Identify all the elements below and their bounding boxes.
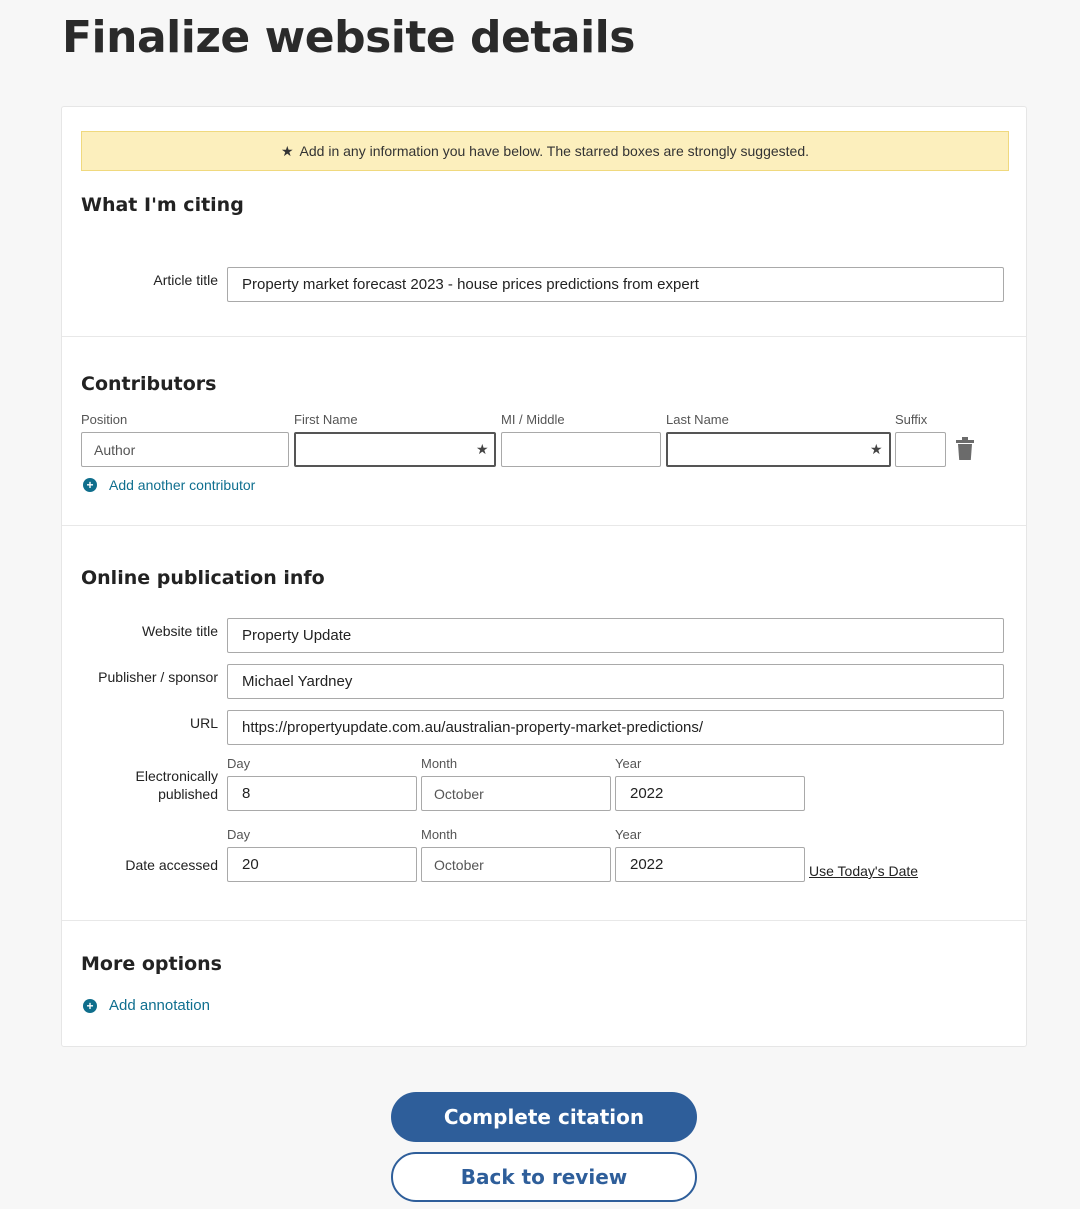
add-annotation-label: Add annotation (109, 997, 210, 1014)
published-year-header: Year (615, 756, 642, 771)
suffix-input[interactable] (895, 432, 946, 467)
use-todays-date-link[interactable]: Use Today's Date (809, 863, 919, 879)
back-to-review-button[interactable]: Back to review (391, 1152, 697, 1202)
section-divider (62, 920, 1026, 921)
article-title-input[interactable] (227, 267, 1004, 302)
first-name-header: First Name (294, 412, 358, 427)
first-name-input[interactable] (294, 432, 496, 467)
position-header: Position (81, 412, 128, 427)
section-divider (62, 336, 1026, 337)
accessed-day-input[interactable] (227, 847, 417, 882)
url-input[interactable] (227, 710, 1004, 745)
section-title-more-options: More options (81, 953, 222, 975)
published-month-select[interactable]: October (421, 776, 611, 811)
publisher-label: Publisher / sponsor (98, 669, 218, 685)
accessed-month-header: Month (421, 827, 458, 842)
url-label: URL (189, 715, 218, 731)
section-title-citing: What I'm citing (81, 194, 244, 216)
published-label-line-1: Electronically (135, 768, 218, 784)
citation-form-card (61, 106, 1027, 1047)
trash-icon[interactable] (956, 437, 974, 465)
plus-circle-icon: + (83, 999, 97, 1013)
website-title-input[interactable] (227, 618, 1004, 653)
accessed-year-header: Year (615, 827, 642, 842)
star-icon: ★ (280, 142, 294, 159)
accessed-label: Date accessed (125, 857, 218, 873)
section-title-contributors: Contributors (81, 373, 217, 395)
position-field[interactable] (81, 432, 289, 467)
published-day-header: Day (227, 756, 251, 771)
star-icon: ★ (870, 441, 883, 457)
published-label-line-2: published (158, 786, 218, 802)
accessed-month-select[interactable]: October (421, 847, 611, 882)
banner-text: Add in any information you have below. The starred boxes are strongly suggested. (299, 143, 810, 159)
accessed-day-header: Day (227, 827, 251, 842)
article-title-label: Article title (153, 272, 218, 288)
published-label (62, 767, 218, 803)
last-name-input[interactable] (666, 432, 891, 467)
suffix-header: Suffix (895, 412, 928, 427)
accessed-year-input[interactable] (615, 847, 805, 882)
add-contributor-label: Add another contributor (109, 477, 256, 493)
plus-circle-icon: + (83, 478, 97, 492)
published-month-header: Month (421, 756, 458, 771)
section-divider (62, 525, 1026, 526)
star-icon: ★ (476, 441, 489, 457)
suggestion-banner (81, 131, 1009, 171)
section-title-publication: Online publication info (81, 567, 325, 589)
complete-citation-button[interactable]: Complete citation (391, 1092, 697, 1142)
website-title-label: Website title (142, 623, 218, 639)
add-annotation-link[interactable] (83, 997, 210, 1014)
published-day-input[interactable] (227, 776, 417, 811)
middle-name-header: MI / Middle (501, 412, 565, 427)
middle-name-input[interactable] (501, 432, 661, 467)
publisher-input[interactable] (227, 664, 1004, 699)
add-contributor-link[interactable] (83, 477, 255, 493)
last-name-header: Last Name (666, 412, 729, 427)
page-title: Finalize website details (62, 12, 635, 63)
published-year-input[interactable] (615, 776, 805, 811)
